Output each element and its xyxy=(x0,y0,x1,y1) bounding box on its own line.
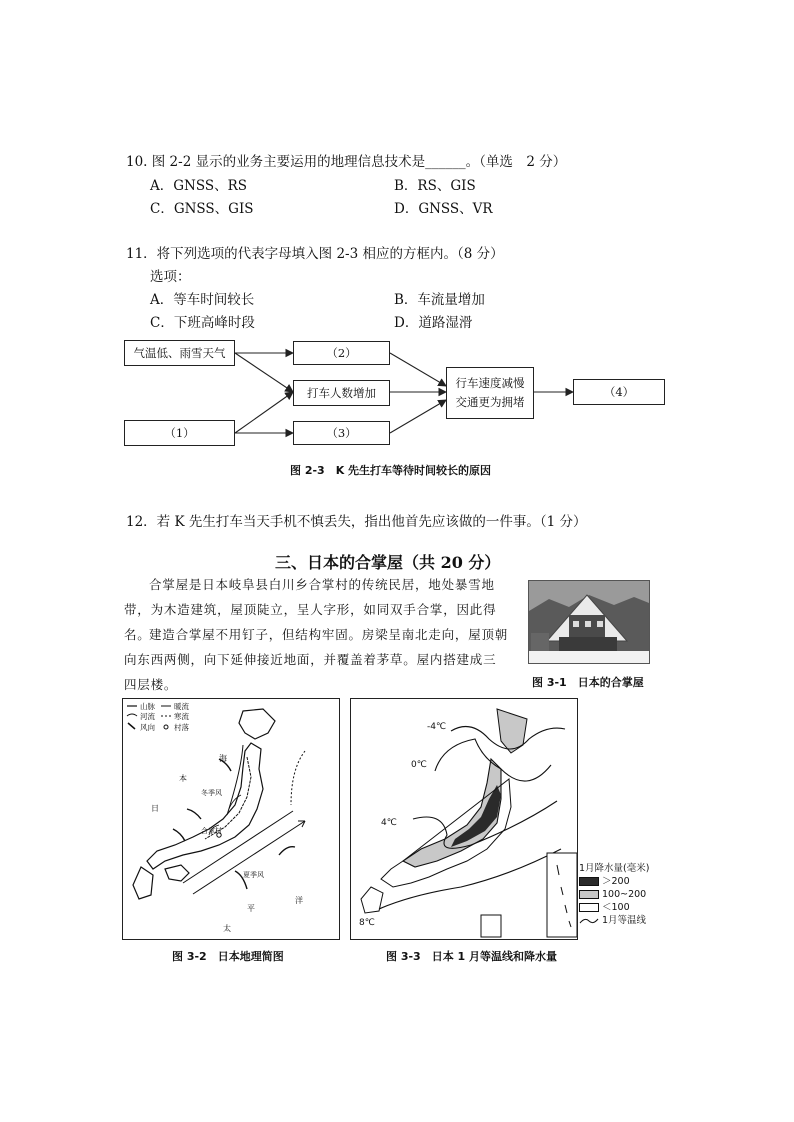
flow-more-people-text: 打车人数增加 xyxy=(307,386,376,400)
map1-label-ocean3: 太 xyxy=(223,924,231,933)
map2-swatch-high xyxy=(579,877,599,886)
japan-climate-svg xyxy=(351,699,577,939)
japan-geography-map xyxy=(122,698,340,940)
isotherm-line-icon xyxy=(579,917,599,925)
q10-option-a[interactable]: A．GNSS、RS xyxy=(150,178,248,194)
q12-stem: 12．若 K 先生打车当天手机不慎丢失，指出他首先应该做的一件事。（1 分） xyxy=(126,514,587,530)
map2-isotherm-0: 0℃ xyxy=(411,760,427,770)
flow-box-3[interactable] xyxy=(293,421,390,445)
map1-label-sea3: 日 xyxy=(151,804,159,813)
map1-label-ocean1: 平 xyxy=(247,904,255,913)
q10-stem: 10. 图 2-2 显示的业务主要运用的地理信息技术是______。（单选 2 分） xyxy=(126,154,567,170)
q11-stem: 11．将下列选项的代表字母填入图 2-3 相应的方框内。（8 分） xyxy=(126,246,504,262)
flow-slow-line2: 交通更为拥堵 xyxy=(455,395,525,409)
map2-swatch-mid xyxy=(579,890,599,899)
flow-slow-line1: 行车速度减慢 xyxy=(455,376,525,390)
map1-label-winter: 冬季风 xyxy=(201,789,222,797)
japan-geography-svg xyxy=(123,699,339,939)
map2-isotherm-8: 8℃ xyxy=(359,918,375,928)
q11-option-b: B．车流量增加 xyxy=(394,292,485,308)
map2-legend-row-low xyxy=(579,901,679,914)
flow-box-2[interactable] xyxy=(293,341,390,365)
flow-box-slow xyxy=(446,367,534,419)
flow-box-4-text: （4） xyxy=(603,385,635,399)
map2-legend-row-high xyxy=(579,875,679,888)
map1-label-sea2: 本 xyxy=(179,774,187,783)
flow-box-more-people xyxy=(293,380,390,406)
flow-weather-text: 气温低、雨雪天气 xyxy=(133,346,226,360)
q10-option-b[interactable]: B．RS、GIS xyxy=(394,178,476,194)
map1-label-summer: 夏季风 xyxy=(243,871,264,879)
section3-para1: 合掌屋是日本岐阜县白川乡合掌村的传统民居，地处暴雪地带，为木造建筑，屋顶陡立，呈人字形，如同双手合掌，因此得名。 xyxy=(124,577,497,642)
gassho-house-photo xyxy=(528,580,650,664)
map1-legend-village: 村落 xyxy=(174,723,189,732)
flow-box-3-text: （3） xyxy=(326,426,357,440)
q10-option-d[interactable]: D．GNSS、VR xyxy=(394,201,493,217)
map1-legend-river: 河流 xyxy=(140,712,155,721)
flowchart-arrows xyxy=(0,330,794,470)
map2-swatch-low xyxy=(579,903,599,912)
map2-legend-low: ＜100 xyxy=(602,902,630,913)
map1-legend-mountain: 山脉 xyxy=(140,702,155,711)
q11-option-a: A．等车时间较长 xyxy=(150,292,255,308)
map1-label-sea1: 海 xyxy=(219,754,227,763)
map1-legend-cold: 寒流 xyxy=(174,712,189,721)
map2-isotherm-4: 4℃ xyxy=(381,818,397,828)
q11-options-label: 选项： xyxy=(150,269,191,285)
map2-legend-row-line xyxy=(579,914,679,927)
flow-box-2-text: （2） xyxy=(326,346,357,360)
map2-legend-line: 1月等温线 xyxy=(602,915,647,926)
flow-box-4[interactable] xyxy=(573,379,665,405)
map2-isotherm-minus4: -4℃ xyxy=(427,722,447,732)
q10-option-c[interactable]: C．GNSS、GIS xyxy=(150,201,254,217)
figure-3-1-caption: 图 3-1 日本的合掌屋 xyxy=(532,676,644,689)
section3-title: 三、日本的合掌屋（共 20 分） xyxy=(275,553,501,572)
figure-3-3-caption: 图 3-3 日本 1 月等温线和降水量 xyxy=(386,950,558,963)
section3-para2: 建造合掌屋不用钉子，但结构牢固。房梁呈南北走向，屋顶朝向东西两侧，向下延伸接近地面，并覆盖着茅草。屋内搭建成三四层楼。 xyxy=(124,627,509,692)
map2-legend-mid: 100~200 xyxy=(602,889,647,900)
map2-legend-title: 1月降水量(毫米) xyxy=(579,863,650,874)
flow-box-1[interactable] xyxy=(124,420,235,446)
flow-box-1-text: （1） xyxy=(164,426,195,440)
map2-legend xyxy=(579,862,679,927)
map1-legend-warm: 暖流 xyxy=(174,702,189,711)
q11-option-c: C．下班高峰时段 xyxy=(150,315,255,331)
map2-legend-row-mid xyxy=(579,888,679,901)
map1-legend-wind: 风向 xyxy=(140,723,155,732)
q11-option-d: D．道路湿滑 xyxy=(394,315,473,331)
map1-label-village: 合掌村 xyxy=(201,827,222,835)
map2-legend-high: ＞200 xyxy=(602,876,630,887)
figure-3-2-caption: 图 3-2 日本地理简图 xyxy=(172,950,284,963)
japan-climate-map xyxy=(350,698,578,940)
flow-box-weather xyxy=(124,340,235,366)
map1-label-ocean2: 洋 xyxy=(295,896,303,905)
figure-2-3-caption: 图 2-3 K 先生打车等待时间较长的原因 xyxy=(290,464,492,477)
